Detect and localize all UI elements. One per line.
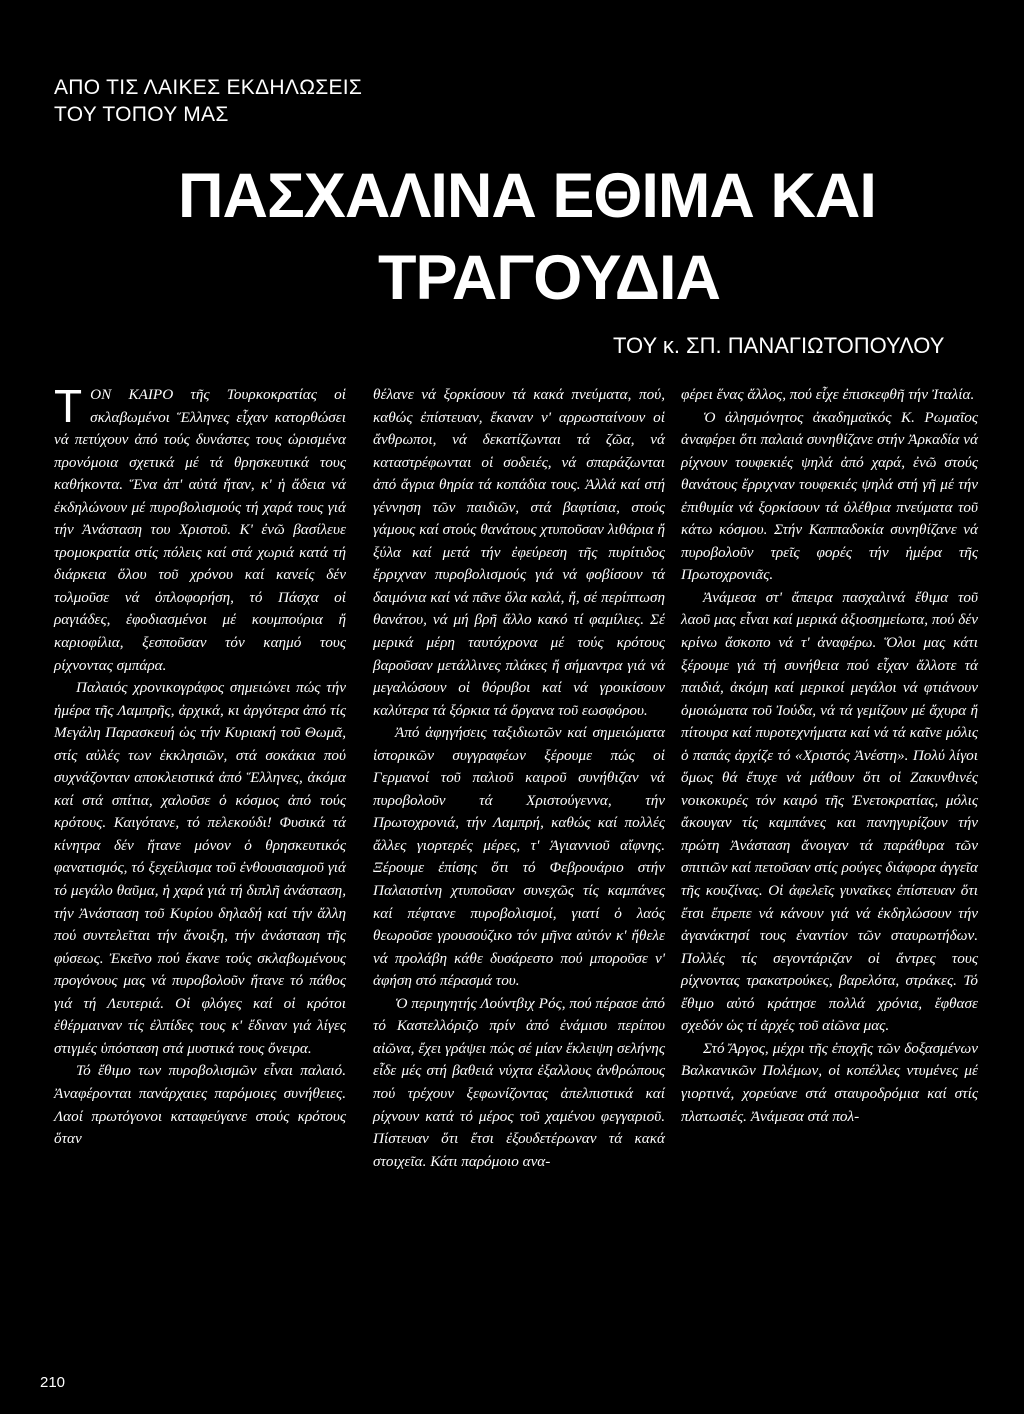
paragraph: θέλανε νά ξορκίσουν τά κακά πνεύματα, πού, καθώς ἐπίστευαν, ἔκαναν ν' αρρωσταίνουν οἱ ἄνθρωποι, νά δεκατίζωνται τά ζῶα, νά καταστρέφωνται οἱ σοδειές, νά σπαράζωνται ἀπό ἄγρια θηρία τά κοπάδια τους. Ἀλλά καί στή γέννηση τῶν παιδιῶν, στά βαφτίσια, στούς γάμους καί στούς θανάτους χτυποῦσαν λιθάρια ἤ ξύλα καί μετά τήν ἐφεύρεση τῆς πυρίτιδος ἔρριχναν πυροβολισμούς γιά νά φοβίσουν τά δαιμόνια καί νά πᾶνε ὅλα καλά, ἤ, σέ περίπτωση θανάτου, νά μή βρῆ ἄλλο κακό τί φαμίλιες. Σέ μερικά μέρη ταυτόχρονα μέ τούς κρότους βαροῦσαν μετάλλινες πλάκες ἤ σήμαντρα γιά νά μεγαλώσουν οἱ θόρυβοι καί νά γροικίσουν καλύτερα τά ξόρκια τά ὄργανα τοῦ εωσφόρου.: [373, 386, 665, 719]
author-byline: ΤΟΥ κ. ΣΠ. ΠΑΝΑΓΙΩΤΟΠΟΥΛΟΥ: [613, 333, 945, 358]
paragraph-text: ΟΝ ΚΑΙΡΟ τῆς Τουρκοκρατίας οἱ σκλαβωμένοι Ἕλληνες εἶχαν κατορθώσει νά πετύχουν ἀπό τούς δυνάστες τους ὡρισμένα προνόμοια σχετικά μέ τά θρησκευτικά τους καθήκοντα. Ἕνα ἀπ' αὐτά ἤταν, κ' ἡ ἄδεια νά ἐκδηλώνουν μέ πυροβολισμούς τή χαρά τους γιά τήν Ἀνάσταση του Χριστοῦ. Κ' ἐνῶ βασίλευε τρομοκρατία στίς πόλεις καί στά χωριά κατά τή διάρκεια ὅλου τοῦ χρόνου καί κανείς δέν τολμοῦσε νά ὁπλοφορήση, τό Πάσχα οἱ ραγιάδες, ἐφοδιασμένοι μέ κουμπούρια ἤ καριοφίλια, ξεσποῦσαν τόν καημό τους ρίχνοντας σμπάρα.: [54, 386, 346, 674]
paragraph: Ὁ ἀλησμόνητος ἀκαδημαϊκός Κ. Ρωμαῖος ἀναφέρει ὅτι παλαιά συνηθίζανε στήν Ἀρκαδία νά ρίχνουν τουφεκιές ψηλά ἀπό χαρά, ἐνῶ στούς θανάτους ἔρριχναν τουφεκιές ψηλά στή γῆ μέ τήν ἐπιθυμία νά ξορκίσουν τά ὀλέθρια πνεύματα τοῦ κάτω κόσμου. Στήν Καππαδοκία συνηθίζανε νά πυροβολοῦν τρεῖς φορές τήν ἡμέρα τῆς Πρωτοχρονιᾶς.: [681, 408, 978, 584]
paragraph: Παλαιός χρονικογράφος σημειώνει πώς τήν ἡμέρα τῆς Λαμπρῆς, ἀρχικά, κι ἀργότερα ἀπό τίς Μεγάλη Παρασκευή ὡς τήν Κυριακή τοῦ Θωμᾶ, στίς αὐλές των ἐκκλησιῶν, στά σοκάκια πού συχνάζονταν αποκλειστικά ἀπό Ἕλληνες, ἀκόμα καί στά σπίτια, χαλοῦσε ὁ κόσμος ἀπό τούς κρότους. Καιγότανε, τό πελεκούδι! Φυσικά τά κίνητρα δέν ἤτανε μόνον ὁ θρησκευτικός φανατισμός, τό ξεχείλισμα τοῦ ἐνθουσιασμοῦ γιά τό μεγάλο θαῦμα, ἡ χαρά γιά τή διπλῆ ἀνάσταση, τήν Ἀνάσταση τοῦ Κυρίου δηλαδή καί τήν ἄλλη πού συντελεῖται τήν ἄνοιξη, τήν ἀνάσταση τῆς φύσεως. Ἐκεῖνο πού ἔκανε τούς σκλαβωμένους προγόνους μας νά πυροβολοῦν ἤτανε τό πάθος γιά τή Λευτεριά. Οἱ φλόγες καί οἱ κρότοι ἐθέρμαιναν τίς ἐλπίδες τους κ' ἔδιναν γιά λίγες στιγμές ὑπόσταση στά μυστικά τους ὄνειρα.: [54, 679, 346, 1057]
paragraph: Στό Ἄργος, μέχρι τῆς ἐποχῆς τῶν δοξασμένων Βαλκανικῶν Πολέμων, οἱ κοπέλλες ντυμένες μέ γιορτινά, χορεύανε στά σταυροδρόμια καί στίς πλατωσιές. Ἀνάμεσα στά πολ-: [681, 1039, 978, 1125]
article-column-2: [373, 384, 665, 1173]
paragraph: [54, 380, 346, 677]
article-column-3: [681, 384, 978, 1128]
section-label-line1: ΑΠΟ ΤΙΣ ΛΑΙΚΕΣ ΕΚΔΗΛΩΣΕΙΣ: [54, 76, 363, 99]
paragraph: Ἀπό ἀφηγήσεις ταξιδιωτῶν καί σημειώματα ἱστορικῶν συγγραφέων ξέρουμε πώς οἱ Γερμανοί τοῦ παλιοῦ καιροῦ συνήθιζαν νά πυροβολοῦν τά Χριστούγεννα, τήν Πρωτοχρονιά, τήν Λαμπρή, καθώς καί πολλές ἄλλες γιορτερές μέρες, τ' Ἁγιαννιοῦ αἴφνης. Ξέρουμε ἐπίσης ὅτι τό Φεβρουάριο στήν Παλαιστίνη χτυποῦσαν συνεχῶς τίς καμπάνες καί πέφτανε πυροβολισμοί, γιατί ὁ λαός θεωροῦσε γρουσούζικο τόν μῆνα αὐτόν κ' ἤθελε νά προλάβη κάθε δυσάρεστο πού μποροῦσε ν' ἀφήση στό πέρασμά του.: [373, 724, 665, 990]
section-label-line2: ΤΟΥ ΤΟΠΟΥ ΜΑΣ: [54, 103, 229, 126]
paragraph: Ἀνάμεσα στ' ἄπειρα πασχαλινά ἔθιμα τοῦ λαοῦ μας εἶναι καί μερικά ἀξιοσημείωτα, πού δέν κρίνω ἄσκοπο νά τ' ἀναφέρω. Ὅλοι μας κάτι ξέρουμε γιά τή συνήθεια πού εἶχαν ἄλλοτε τά παιδιά, ἀκόμη καί μερικοί μεγάλοι νά φτιάνουν ὁμοιώματα τοῦ Ἰούδα, νά τά γεμίζουν μέ ἄχυρα ἤ πίτουρα καί πυροτεχνήματα καί νά τά καῖνε μόλις ὁ παπάς ἀρχίζε τό «Χριστός Ἀνέστη». Πολύ λίγοι ὅμως θά ἔτυχε νά μάθουν ὅτι οἱ Ζακυνθινές νοικοκυρές τόν καιρό τῆς Ἐνετοκρατίας, μόλις ἄκουγαν τίς καμπάνες και πανηγυρίζουν τήν πρώτη Ἀνάσταση ἄνοιγαν τά παράθυρα τῶν σπιτιῶν καί πετοῦσαν στίς ρούγες διάφορα ἀγγεῖα τῆς κουζίνας. Οἱ ἀφελεῖς γυναῖκες ἐπίστευαν ὅτι ἔτσι ἔπρεπε νά κάνουν γιά νά ἐκδηλώσουν τήν ἀγανάκτησί τους ἐναντίον τῶν σταυρωτήδων. Πολλές τίς σεγοντάριζαν οἱ ἄντρες τους ρίχνοντας τρακατρούκες, βαρελότα, στράκες. Τό ἔθιμο αὐτό κράτησε πολλά χρόνια, ἔφθασε σχεδόν ὡς τί ἀρχές τοῦ αἰῶνα μας.: [681, 588, 978, 1035]
article-title-line1: ΠΑΣΧΑΛΙΝΑ ΕΘΙΜΑ ΚΑΙ: [178, 161, 876, 231]
section-label: [54, 74, 362, 128]
paragraph: Τό ἔθιμο των πυροβολισμῶν εἶναι παλαιό. Ἀναφέρονται πανάρχαιες παρόμοιες συνήθειες. Λαοί πρωτόγονοι καταφεύγανε στούς κρότους ὅταν: [54, 1062, 346, 1148]
article-column-1: [54, 380, 346, 1151]
paragraph: Ὁ περιηγητής Λούντβιχ Ρός, πού πέρασε ἀπό τό Καστελλόριζο πρίν ἀπό ἐνάμισυ περίπου αἰῶνα, ἔχει γράψει πώς σέ μίαν ἔκλειψη σελήνης εἶδε μές στή βαθειά νύχτα ἐξαλλους ἀνθρώπους πού τρέχουν ξεφωνίζοντας ἀπελπιστικά καί ρίχνουν κατά τό μέρος τοῦ χαμένου φεγγαριοῦ. Πίστευαν ὅτι ἔτσι ἐξουδετέρωναν τά κακά στοιχεῖα. Κάτι παρόμοιο ανα-: [373, 994, 665, 1170]
drop-cap: Τ: [54, 380, 83, 432]
article-title-line2: ΤΡΑΓΟΥΔΙΑ: [378, 243, 721, 313]
page-number: 210: [40, 1374, 66, 1391]
paragraph: φέρει ἕνας ἄλλος, πού εἶχε ἐπισκεφθῆ τήν Ἰταλία.: [681, 386, 975, 403]
